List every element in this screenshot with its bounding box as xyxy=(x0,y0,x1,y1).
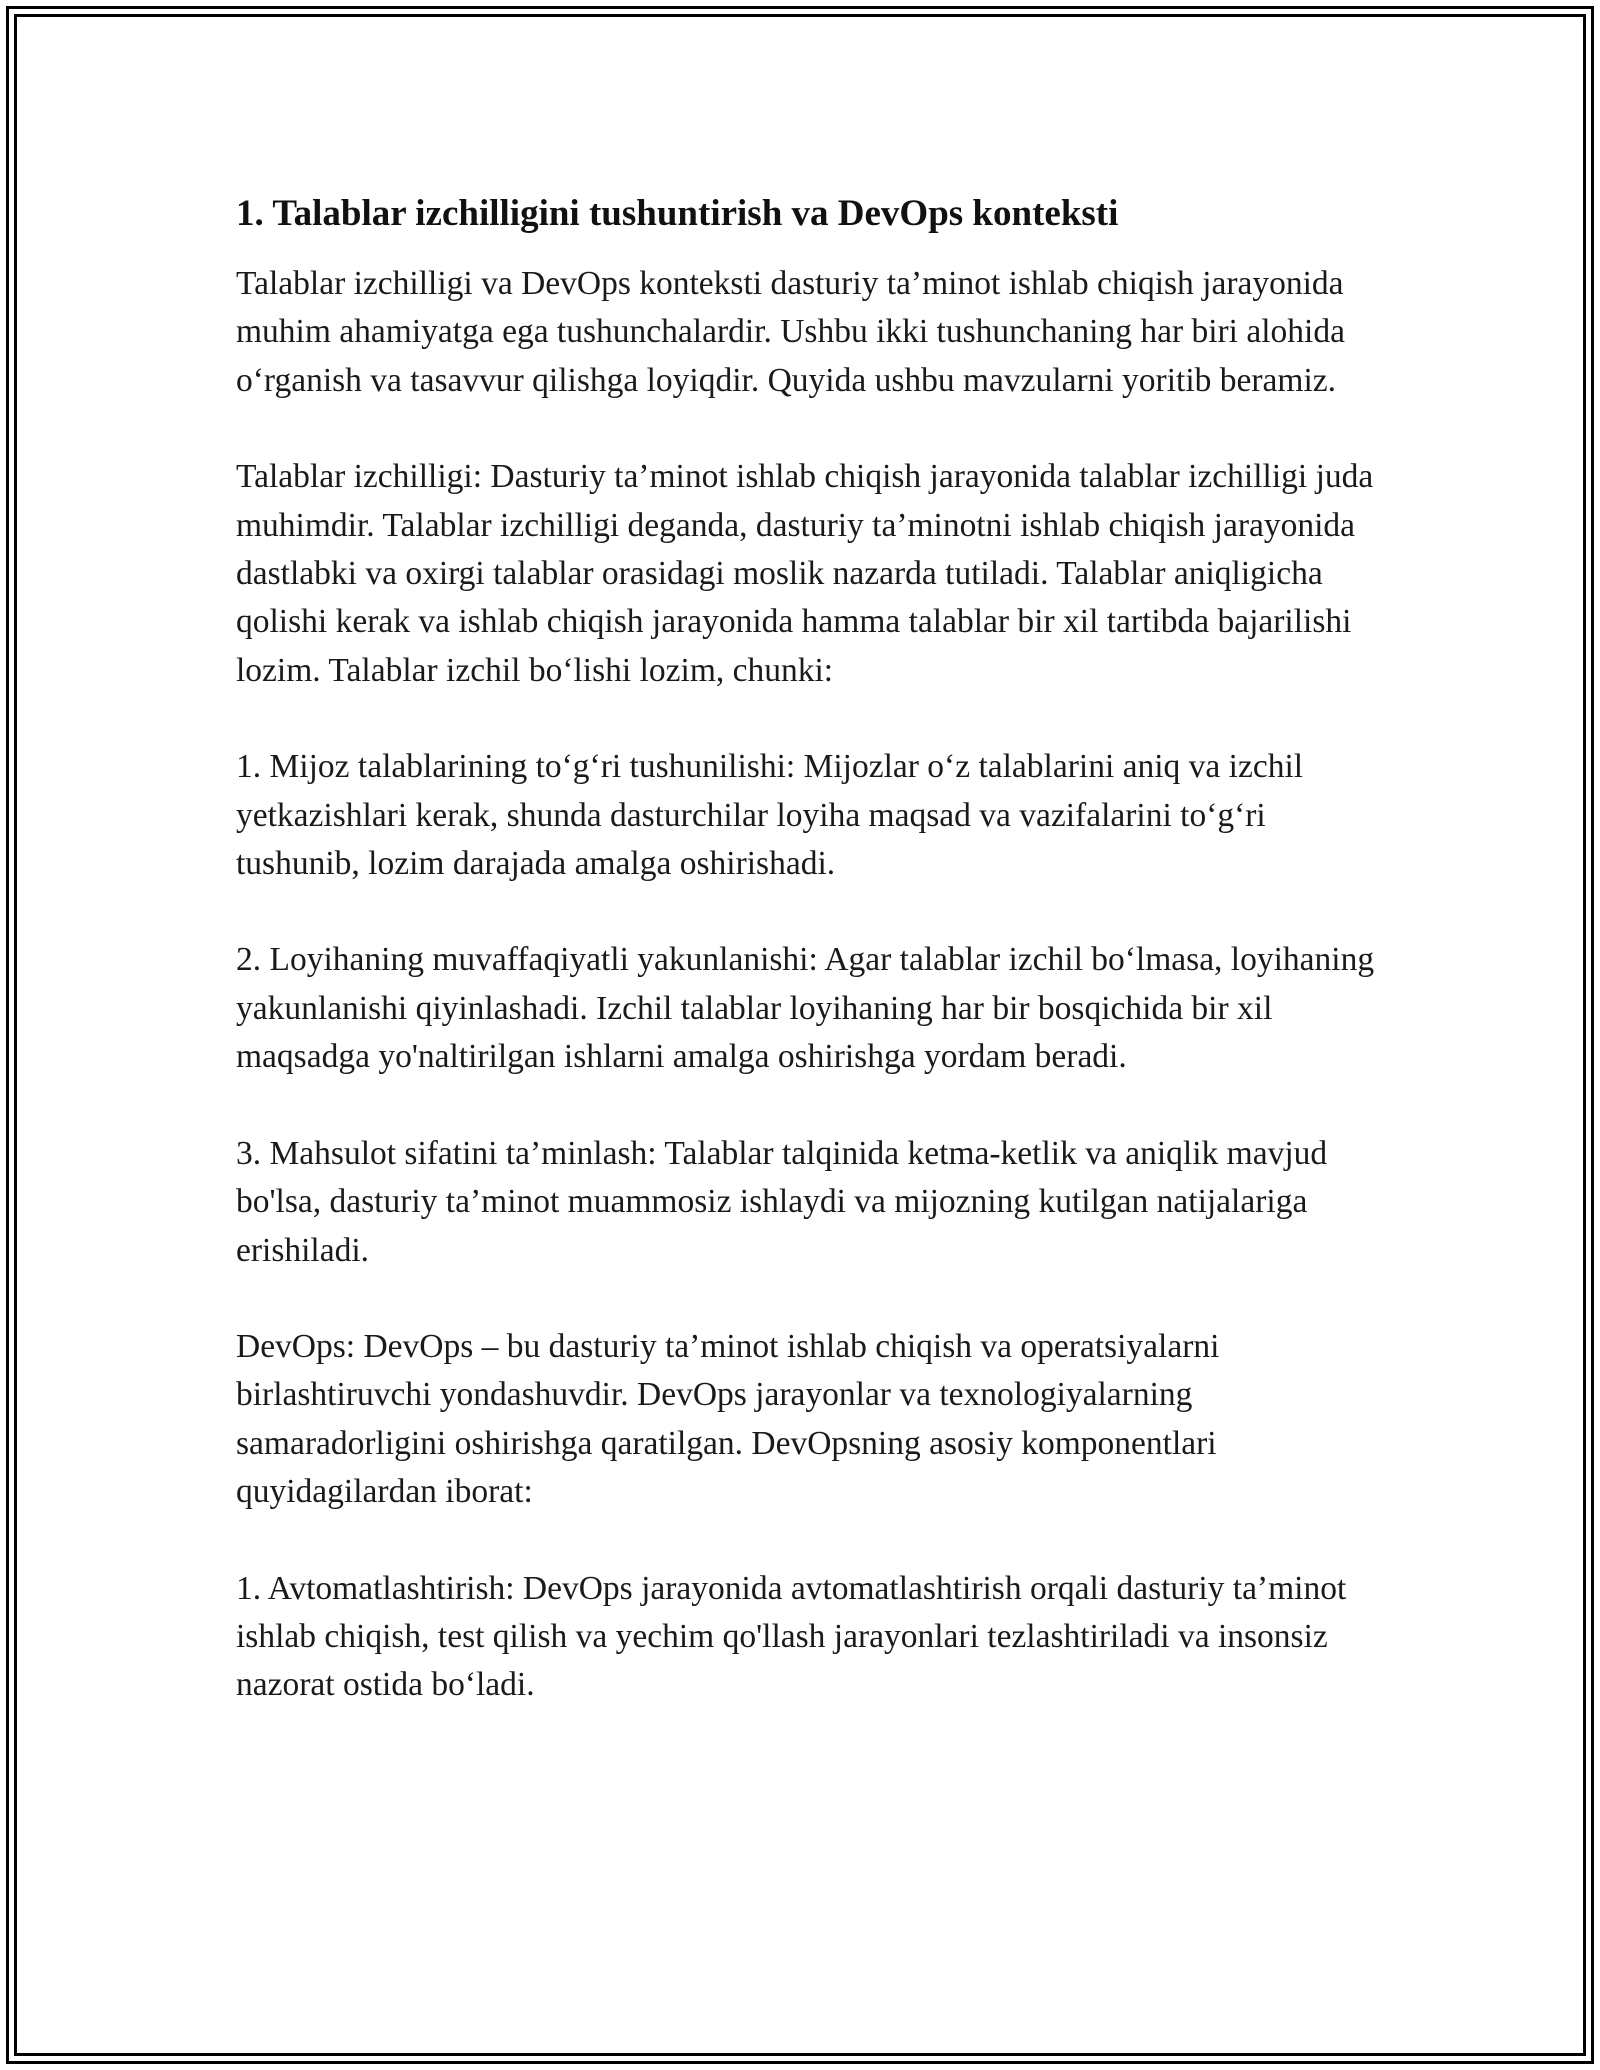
document-body xyxy=(236,186,1376,1758)
list-item-project-completion: 2. Loyihaning muvaffaqiyatli yakunlanishi: Agar talablar izchil boʻlmasa, loyihaning yakunlanishi qiyinlashadi. Izchil talablar loyihaning har bir bosqichida bir xil maqsadga yo'naltirilgan ishlarni amalga oshirishga yordam beradi. xyxy=(236,941,1375,1076)
paragraph-devops: DevOps: DevOps – bu dasturiy ta’minot ishlab chiqish va operatsiyalarni birlashtiruvchi yondashuvdir. DevOps jarayonlar va texnologiyalarning samaradorligini oshirishga qaratilgan. DevOpsning asosiy komponentlari quyidagilardan iborat: xyxy=(236,1327,1220,1511)
list-item-client-requirements: 1. Mijoz talablarining toʻgʻri tushunilishi: Mijozlar oʻz talablarini aniq va izchil yetkazishlari kerak, shunda dasturchilar loyiha maqsad va vazifalarini toʻgʻri tushunib, lozim darajada amalga oshirishadi. xyxy=(236,748,1304,883)
paragraph-requirements-consistency: Talablar izchilligi: Dasturiy ta’minot ishlab chiqish jarayonida talablar izchilligi juda muhimdir. Talablar izchilligi deganda, dasturiy ta’minotni ishlab chiqish jarayonida dastlabki va oxirgi talablar orasidagi moslik nazarda tutiladi. Talablar aniqligicha qolishi kerak va ishlab chiqish jarayonida hamma talablar bir xil tartibda bajarilishi lozim. Talablar izchil boʻlishi lozim, chunki: xyxy=(236,458,1374,689)
section-heading: 1. Talablar izchilligini tushuntirish va DevOps konteksti xyxy=(236,193,1119,234)
paragraph-intro: Talablar izchilligi va DevOps konteksti dasturiy ta’minot ishlab chiqish jarayonida muhim ahamiyatga ega tushunchalardir. Ushbu ikki tushunchaning har biri alohida oʻrganish va tasavvur qilishga loyiqdir. Quyida ushbu mavzularni yoritib beramiz. xyxy=(236,265,1345,399)
list-item-product-quality: 3. Mahsulot sifatini ta’minlash: Talablar talqinida ketma-ketlik va aniqlik mavjud bo'lsa, dasturiy ta’minot muammosiz ishlaydi va mijozning kutilgan natijalariga erishiladi. xyxy=(236,1134,1328,1269)
list-item-automation: 1. Avtomatlashtirish: DevOps jarayonida avtomatlashtirish orqali dasturiy ta’minot ishlab chiqish, test qilish va yechim qo'llash jarayonlari tezlashtiriladi va insonsiz nazorat ostida boʻladi. xyxy=(236,1569,1347,1704)
